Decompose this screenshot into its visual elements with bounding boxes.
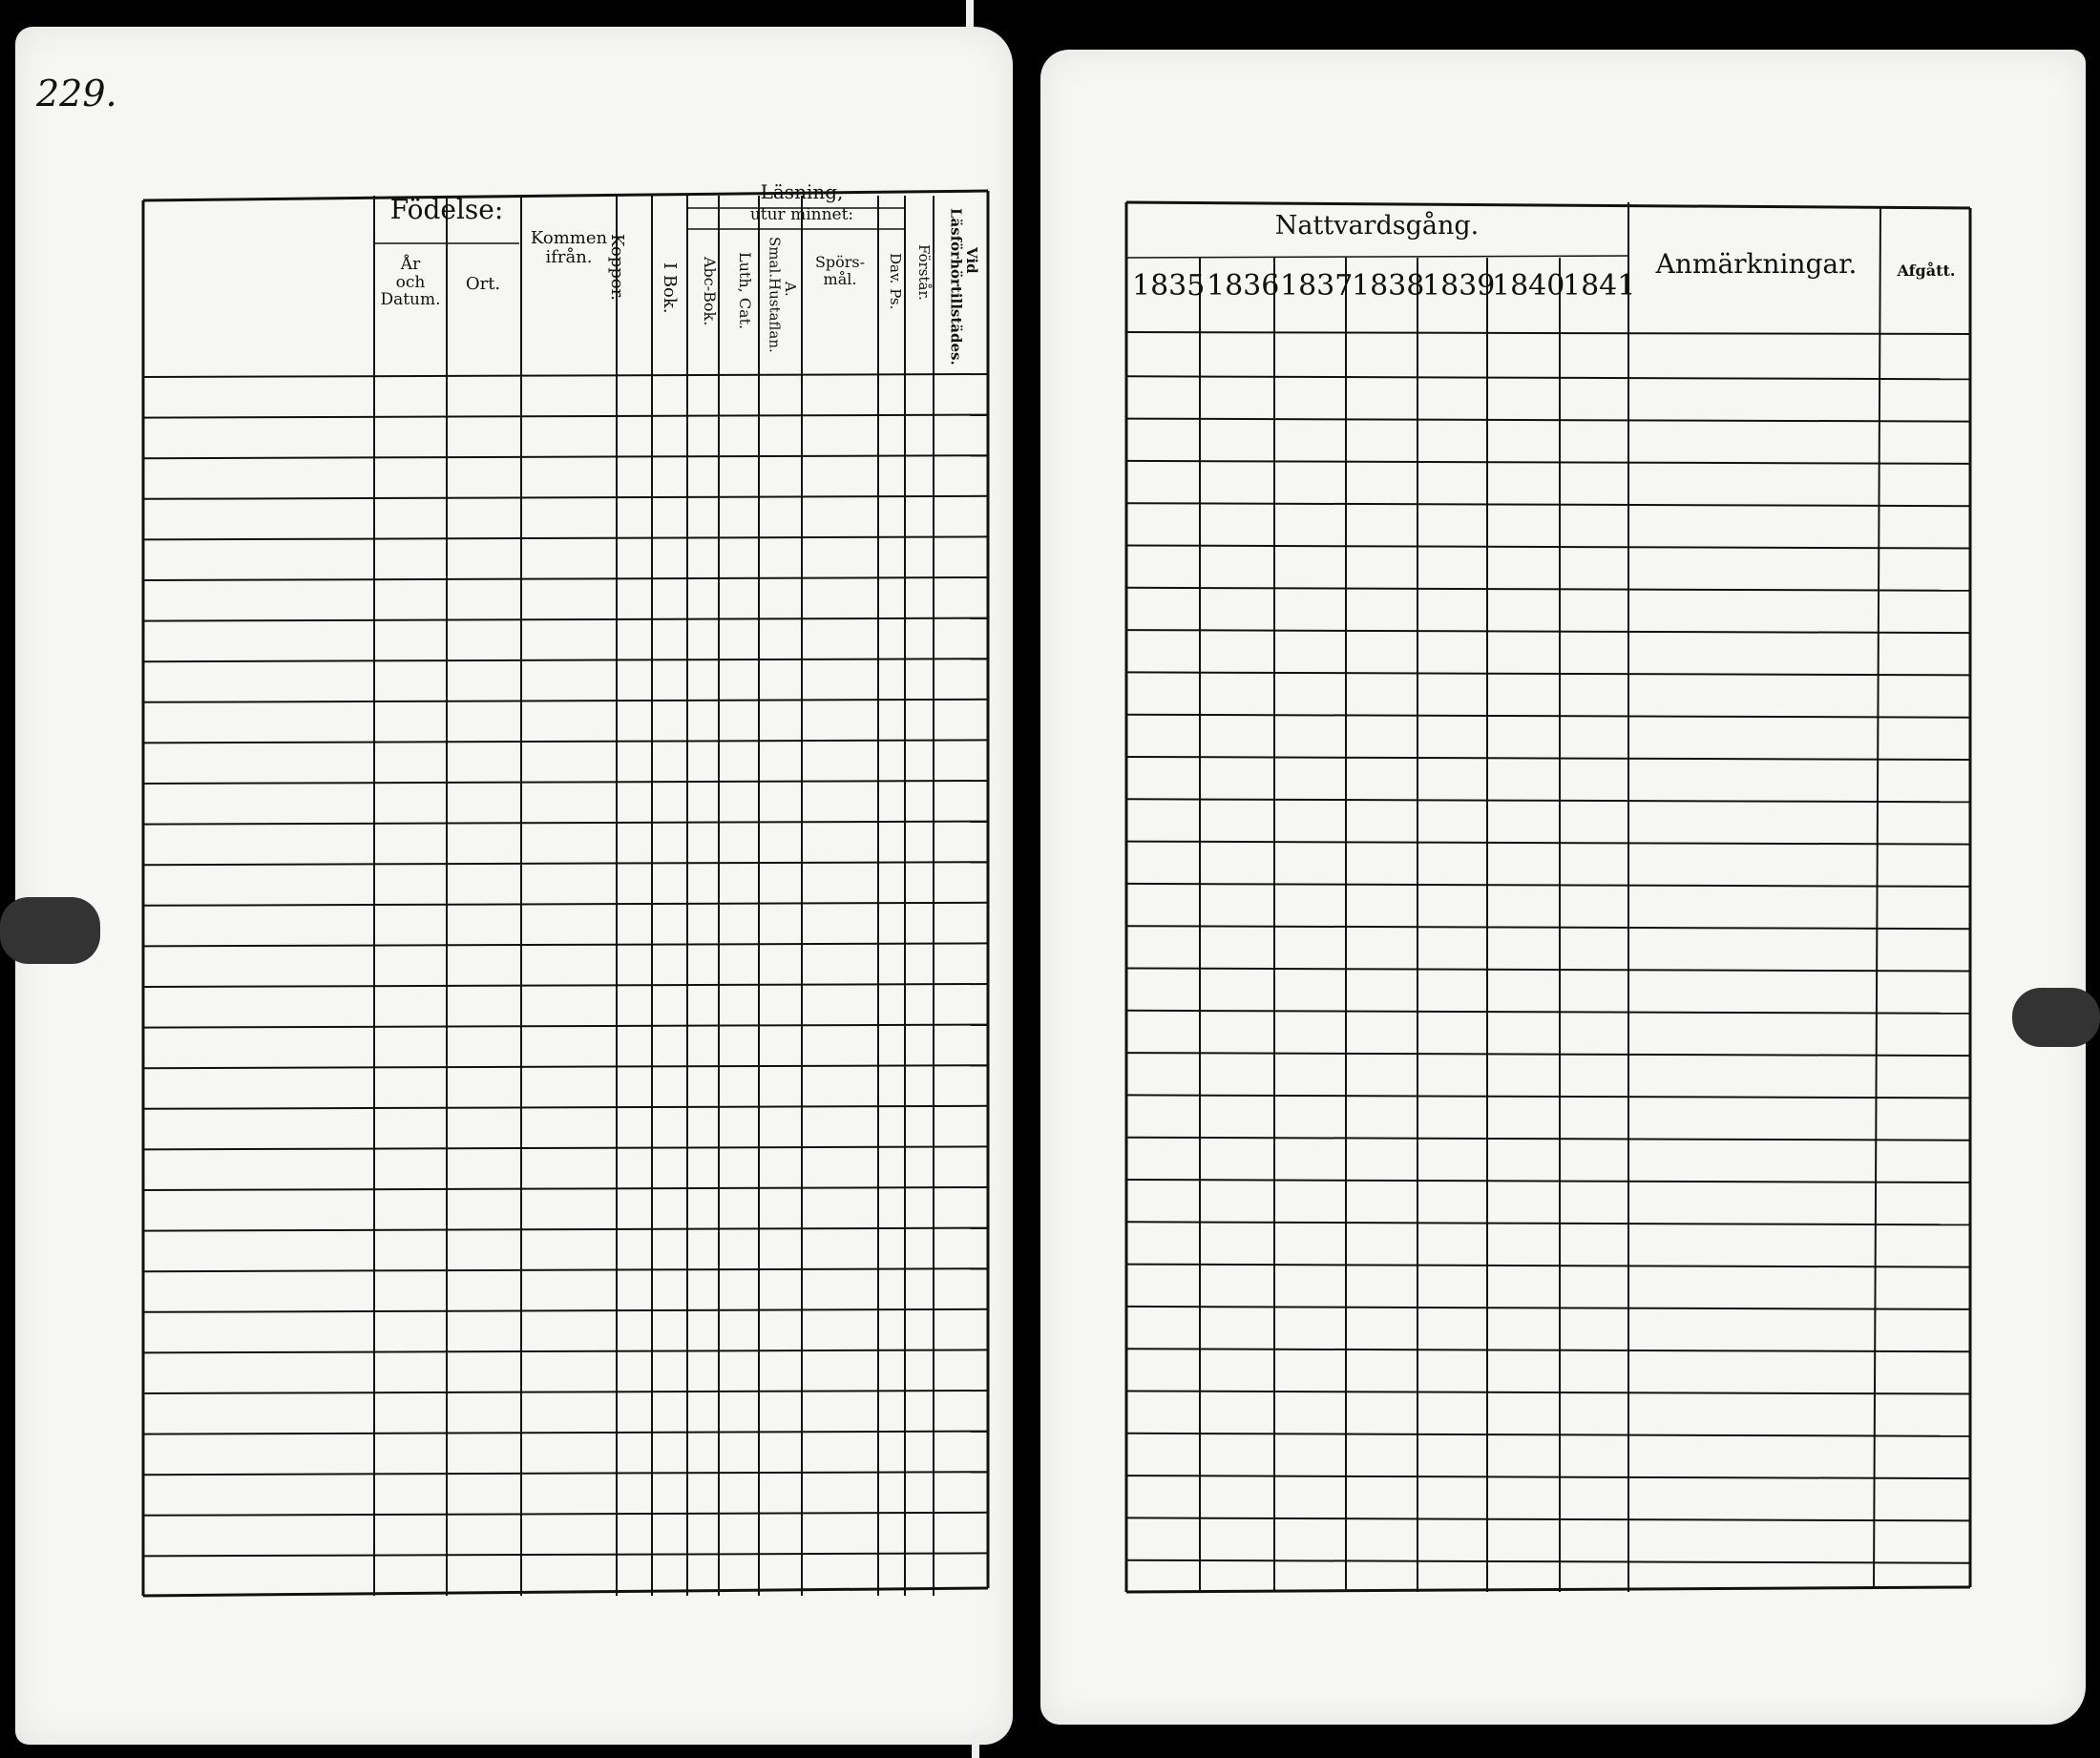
rule-line <box>1126 503 1970 506</box>
year-1838: 1838 <box>1352 269 1425 303</box>
rule-line <box>1126 969 1970 972</box>
kommen-ifran-header: Kommen ifrån. <box>530 228 608 267</box>
rule-line <box>1126 256 1628 258</box>
huslaftan-header: A. Smal.Hustaflan. <box>766 237 799 353</box>
rule-line <box>1126 1265 1970 1267</box>
dav-ps-header: Dav. Ps. <box>887 253 904 310</box>
rule-line <box>1126 1587 1970 1592</box>
rule-line <box>1126 1349 1970 1351</box>
rule-line <box>1126 757 1970 760</box>
rule-line <box>1126 1560 1970 1563</box>
rule-line <box>1874 206 1880 1589</box>
year-1835: 1835 <box>1132 269 1206 303</box>
anmarkningar-header: Anmärkningar. <box>1655 248 1858 280</box>
rule-line <box>1126 202 1970 208</box>
rule-line <box>1126 1307 1970 1309</box>
rule-line <box>1126 1053 1970 1056</box>
rule-line <box>1126 1180 1970 1182</box>
year-1839: 1839 <box>1422 269 1496 303</box>
rule-line <box>1126 1517 1970 1520</box>
rule-line <box>1126 1138 1970 1141</box>
ar-och-datum-header: År och Datum. <box>380 255 441 310</box>
page-number: 229. <box>36 73 117 115</box>
afgatt-header: Afgått. <box>1897 262 1956 280</box>
rule-line <box>1126 1011 1970 1014</box>
rule-line <box>1126 715 1970 718</box>
year-1837: 1837 <box>1280 269 1354 303</box>
i-bok-header: I Bok. <box>660 262 680 314</box>
fodelse-header: Födelse: <box>389 194 504 225</box>
abc-bok-header: Abc-Bok. <box>701 256 719 326</box>
rule-line <box>1126 332 1970 334</box>
rule-line <box>1126 376 1970 379</box>
rule-line <box>1126 1222 1970 1224</box>
ort-header: Ort. <box>465 274 501 294</box>
year-1841: 1841 <box>1563 269 1636 303</box>
luth-cat-header: Luth, Cat. <box>736 252 754 330</box>
koppor-header: Koppor. <box>607 233 627 302</box>
rule-line <box>1126 546 1970 549</box>
year-1840: 1840 <box>1492 269 1565 303</box>
rule-line <box>1126 1434 1970 1436</box>
rule-line <box>1126 799 1970 802</box>
lasning-header: Läsning, <box>760 180 844 203</box>
rule-line <box>1126 1392 1970 1394</box>
vid-lasforhor-header: Vid Läsförhörtillstädes. <box>947 208 980 366</box>
rule-line <box>1126 884 1970 887</box>
rule-line <box>1126 672 1970 675</box>
year-1836: 1836 <box>1207 269 1280 303</box>
utur-minnet-header: utur minnet: <box>749 205 854 224</box>
rule-line <box>1126 1095 1970 1098</box>
rule-line <box>1126 926 1970 929</box>
rule-line <box>1126 419 1970 422</box>
rule-line <box>1126 461 1970 464</box>
nattvardsgang-header: Nattvardsgång. <box>1274 211 1480 241</box>
rule-line <box>1126 842 1970 845</box>
sporsmal-header: Spörs- mål. <box>814 253 866 288</box>
rule-line <box>1126 630 1970 633</box>
forstar-header: Förstår. <box>915 243 933 301</box>
rule-line <box>1126 1475 1970 1478</box>
rule-line <box>1126 588 1970 591</box>
